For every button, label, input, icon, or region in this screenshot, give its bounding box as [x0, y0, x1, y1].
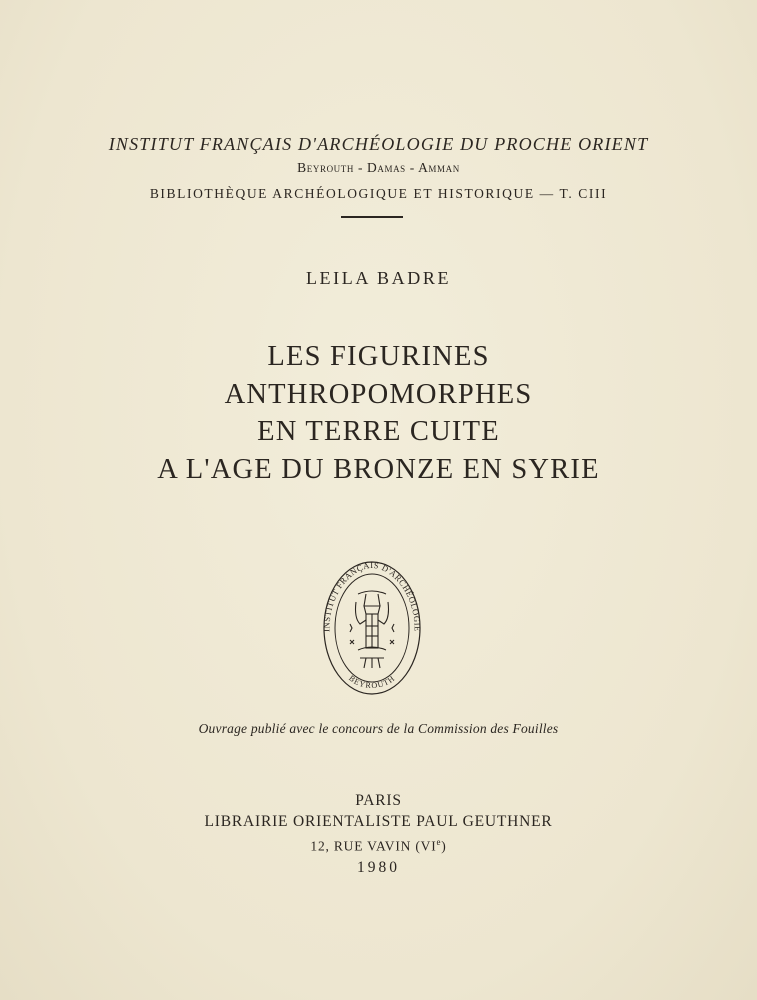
svg-text:INSTITUT FRANÇAIS D'ARCHÉOLOGI: INSTITUT FRANÇAIS D'ARCHÉOLOGIE [321, 559, 423, 632]
publication-year: 1980 [357, 858, 400, 876]
publisher-block [0, 790, 757, 878]
publisher-address-sup: e [436, 837, 442, 847]
publisher-address-main: 12, RUE VAVIN (VI [310, 838, 437, 854]
publisher-city: PARIS [355, 792, 402, 809]
book-title-line: LES FIGURINES [267, 341, 490, 372]
book-title-line: ANTHROPOMORPHES [224, 378, 533, 410]
author-name: LEILA BADRE [305, 268, 452, 288]
book-title-line: EN TERRE CUITE [257, 416, 500, 447]
institute-cities: Beyrouth - Damas - Amman [297, 160, 460, 175]
svg-text:BEYROUTH: BEYROUTH [347, 673, 397, 691]
publisher-name: LIBRAIRIE ORIENTALISTE PAUL GEUTHNER [204, 813, 553, 830]
book-title-line: A L'AGE DU BRONZE EN SYRIE [157, 453, 600, 485]
book-title [0, 338, 757, 488]
series-title: BIBLIOTHÈQUE ARCHÉOLOGIQUE ET HISTORIQUE — T. CIII [149, 186, 608, 201]
publisher-address-end: ) [441, 838, 447, 854]
publisher-address [0, 832, 757, 857]
publication-note: Ouvrage publié avec le concours de la Commission des Fouilles [198, 721, 559, 736]
divider-rule [341, 216, 403, 218]
institute-seal-icon [320, 558, 424, 698]
institute-name: INSTITUT FRANÇAIS D'ARCHÉOLOGIE DU PROCHE ORIENT [108, 134, 649, 154]
